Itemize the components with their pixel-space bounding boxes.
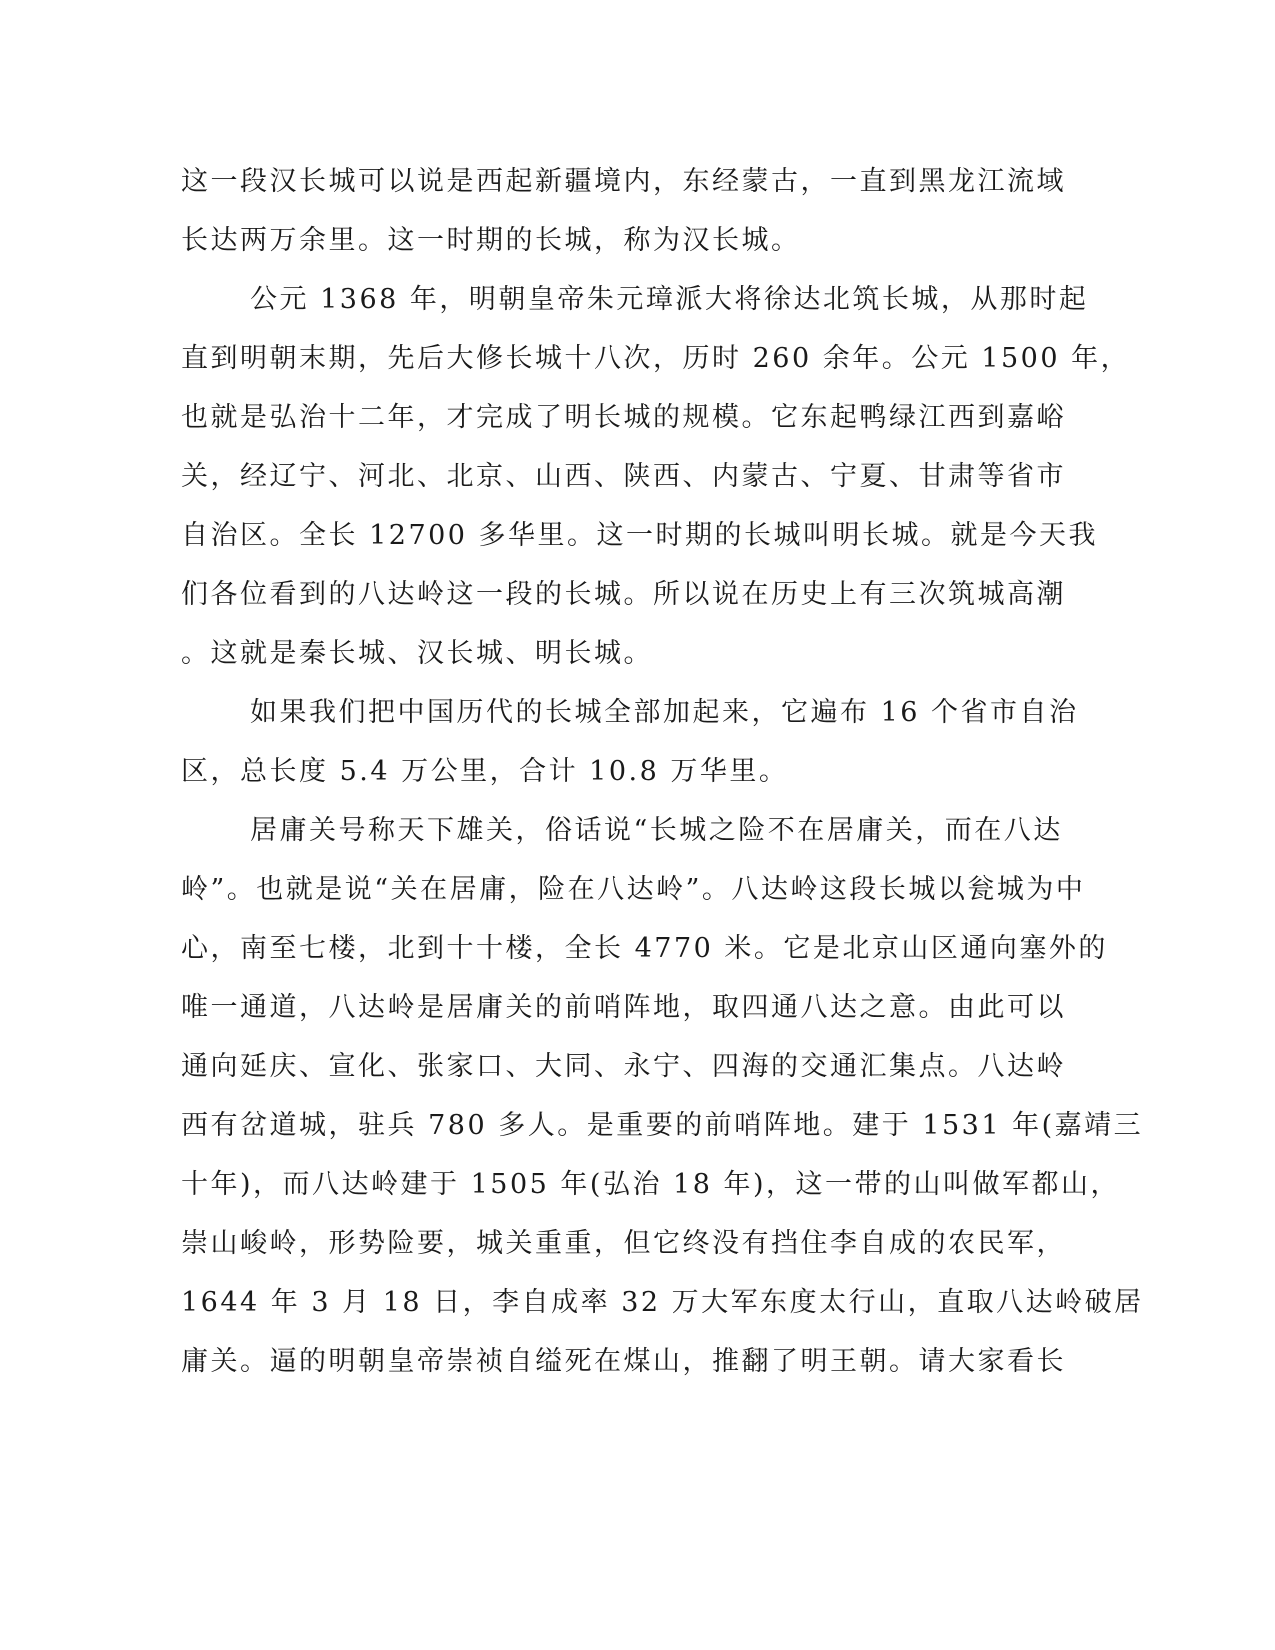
- text-line: 1644 年 3 月 18 日，李自成率 32 万大军东度太行山，直取八达岭破居: [181, 1287, 1144, 1318]
- text-line: 崇山峻岭，形势险要，城关重重，但它终没有挡住李自成的农民军，: [181, 1228, 1066, 1259]
- text-line: 岭”。也就是说“关在居庸，险在八达岭”。八达岭这段长城以瓮城为中: [181, 874, 1086, 905]
- text-line: 长达两万余里。这一时期的长城，称为汉长城。: [181, 225, 801, 256]
- text-line: 自治区。全长 12700 多华里。这一时期的长城叫明长城。就是今天我: [181, 520, 1099, 551]
- text-line: 。这就是秦长城、汉长城、明长城。: [181, 638, 653, 669]
- text-line: 也就是弘治十二年，才完成了明长城的规模。它东起鸭绿江西到嘉峪: [181, 402, 1066, 433]
- text-line: 庸关。逼的明朝皇帝崇祯自缢死在煤山，推翻了明王朝。请大家看长: [181, 1346, 1066, 1377]
- text-line: 西有岔道城，驻兵 780 多人。是重要的前哨阵地。建于 1531 年(嘉靖三: [181, 1110, 1144, 1141]
- text-line: 关，经辽宁、河北、北京、山西、陕西、内蒙古、宁夏、甘肃等省市: [181, 461, 1066, 492]
- text-line: 通向延庆、宣化、张家口、大同、永宁、四海的交通汇集点。八达岭: [181, 1051, 1066, 1082]
- text-line: 心，南至七楼，北到十十楼，全长 4770 米。它是北京山区通向塞外的: [181, 933, 1108, 964]
- text-line: 们各位看到的八达岭这一段的长城。所以说在历史上有三次筑城高潮: [181, 579, 1066, 610]
- text-line: 直到明朝末期，先后大修长城十八次，历时 260 余年。公元 1500 年，: [181, 343, 1131, 374]
- text-line: 这一段汉长城可以说是西起新疆境内，东经蒙古，一直到黑龙江流域: [181, 166, 1066, 197]
- paragraph-start-line: 如果我们把中国历代的长城全部加起来，它遍布 16 个省市自治: [250, 697, 1079, 728]
- paragraph-start-line: 居庸关号称天下雄关，俗话说“长城之险不在居庸关，而在八达: [250, 815, 1063, 846]
- paragraph-start-line: 公元 1368 年，明朝皇帝朱元璋派大将徐达北筑长城，从那时起: [250, 284, 1089, 315]
- text-line: 区，总长度 5.4 万公里，合计 10.8 万华里。: [181, 756, 789, 787]
- text-line: 十年)，而八达岭建于 1505 年(弘治 18 年)，这一带的山叫做军都山，: [181, 1169, 1120, 1200]
- text-line: 唯一通道，八达岭是居庸关的前哨阵地，取四通八达之意。由此可以: [181, 992, 1066, 1023]
- body-text: [181, 152, 1144, 1391]
